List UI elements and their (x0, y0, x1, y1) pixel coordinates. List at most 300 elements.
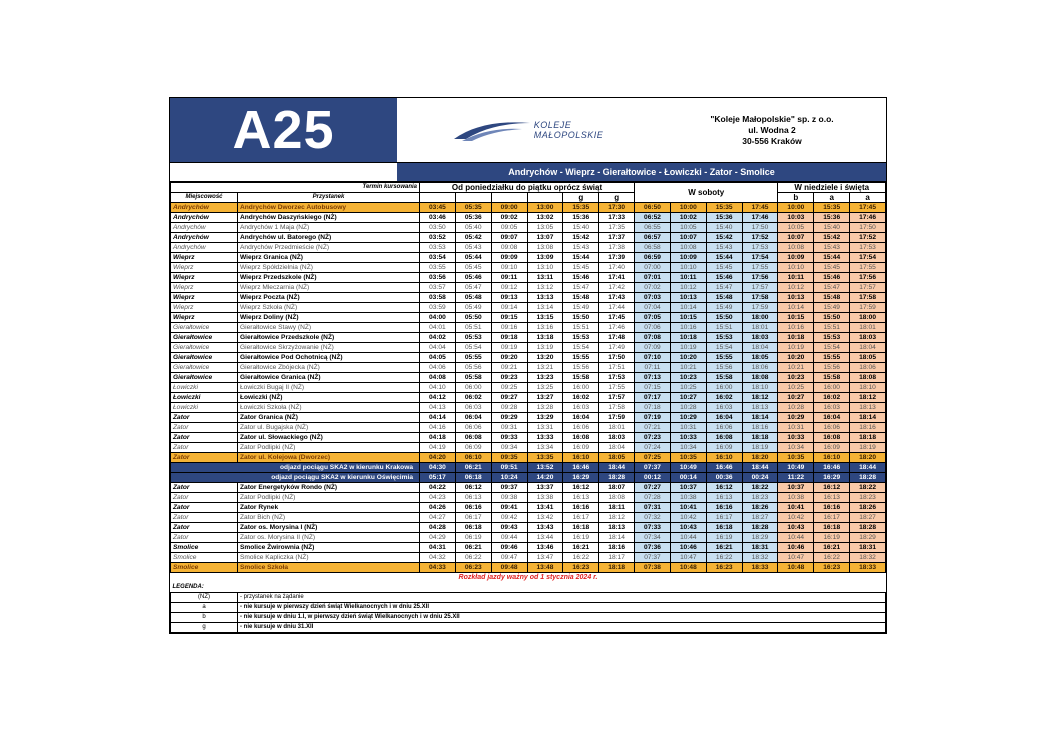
time-cell: 15:58 (814, 373, 850, 383)
town-cell: Wieprz (171, 283, 238, 293)
time-cell: 10:07 (778, 233, 814, 243)
time-cell: 18:08 (599, 493, 635, 503)
time-cell: 10:18 (670, 333, 706, 343)
time-cell: 10:09 (670, 253, 706, 263)
time-cell: 18:17 (599, 553, 635, 563)
time-cell: 13:28 (527, 403, 563, 413)
time-cell: 13:05 (527, 223, 563, 233)
stop-cell: Smolice Kapliczka (NŻ) (238, 553, 420, 563)
time-cell: 04:26 (420, 503, 456, 513)
time-cell: 04:31 (420, 543, 456, 553)
time-cell: 05:54 (455, 343, 491, 353)
time-cell: 05:40 (455, 223, 491, 233)
time-cell: 17:59 (742, 303, 778, 313)
stop-cell: Zator ul. Bugajska (NŻ) (238, 423, 420, 433)
time-cell: 10:07 (670, 233, 706, 243)
time-cell: 18:14 (742, 413, 778, 423)
time-cell: 18:19 (742, 443, 778, 453)
time-cell: 13:43 (527, 523, 563, 533)
time-cell: 16:06 (814, 423, 850, 433)
stop-cell: Smolice Szkoła (238, 563, 420, 573)
time-cell: 07:24 (635, 443, 671, 453)
time-cell: 17:57 (599, 393, 635, 403)
town-cell: Zator (171, 483, 238, 493)
time-cell: 10:14 (670, 303, 706, 313)
time-cell: 09:19 (491, 343, 527, 353)
time-cell: 10:12 (778, 283, 814, 293)
time-cell: 06:10 (455, 453, 491, 463)
time-cell: 04:19 (420, 443, 456, 453)
time-cell: 16:23 (706, 563, 742, 573)
time-cell: 10:49 (778, 463, 814, 473)
town-cell: Andrychów (171, 233, 238, 243)
table-row (171, 563, 886, 573)
time-cell: 09:37 (491, 483, 527, 493)
time-cell: 18:28 (850, 523, 886, 533)
time-cell: 03:53 (420, 243, 456, 253)
time-cell: 18:04 (850, 343, 886, 353)
time-cell: 07:10 (635, 353, 671, 363)
time-cell: 04:04 (420, 343, 456, 353)
time-cell: 16:23 (563, 563, 599, 573)
time-cell: 16:13 (706, 493, 742, 503)
time-cell: 18:22 (742, 483, 778, 493)
time-cell: 10:14 (778, 303, 814, 313)
time-cell: 18:33 (850, 563, 886, 573)
stop-cell: Zator os. Morysina II (NŻ) (238, 533, 420, 543)
time-cell: 03:45 (420, 203, 456, 213)
time-cell: 10:37 (778, 483, 814, 493)
time-cell: 17:52 (742, 233, 778, 243)
town-cell: Zator (171, 493, 238, 503)
town-cell: Łowiczki (171, 393, 238, 403)
town-cell: Zator (171, 533, 238, 543)
timetable-sheet (169, 97, 887, 634)
time-cell: 07:38 (635, 563, 671, 573)
time-cell: 18:18 (599, 563, 635, 573)
time-cell: 05:55 (455, 353, 491, 363)
time-cell: 09:42 (491, 513, 527, 523)
time-cell: 15:35 (563, 203, 599, 213)
time-cell: 16:19 (706, 533, 742, 543)
time-cell: 15:35 (814, 203, 850, 213)
time-cell: 06:12 (455, 483, 491, 493)
time-cell: 07:36 (635, 543, 671, 553)
time-cell: 16:23 (814, 563, 850, 573)
time-cell: 06:19 (455, 533, 491, 543)
stop-cell: Zator Bich (NŻ) (238, 513, 420, 523)
time-cell: 17:35 (599, 223, 635, 233)
time-cell: 10:13 (670, 293, 706, 303)
time-cell: 10:10 (670, 263, 706, 273)
time-cell: 15:44 (563, 253, 599, 263)
time-cell: 18:32 (850, 553, 886, 563)
time-cell: 18:10 (850, 383, 886, 393)
table-row (171, 373, 886, 383)
transfer-label: odjazd pociągu SKA2 w kierunku Krakowa (171, 463, 420, 473)
time-cell: 18:00 (850, 313, 886, 323)
time-cell: 07:02 (635, 283, 671, 293)
time-cell: 06:13 (455, 493, 491, 503)
time-cell: 13:12 (527, 283, 563, 293)
time-cell: 10:34 (778, 443, 814, 453)
time-cell: 09:09 (491, 253, 527, 263)
stop-cell: Zator Energetyków Rondo (NŻ) (238, 483, 420, 493)
time-cell: 04:08 (420, 373, 456, 383)
time-cell: 10:46 (778, 543, 814, 553)
time-cell: 18:18 (850, 433, 886, 443)
table-row (171, 223, 886, 233)
time-cell: 07:34 (635, 533, 671, 543)
time-cell: 15:48 (814, 293, 850, 303)
time-cell: 16:19 (814, 533, 850, 543)
time-cell: 17:55 (742, 263, 778, 273)
time-cell: 13:16 (527, 323, 563, 333)
stop-cell: Zator Podlipki (NŻ) (238, 493, 420, 503)
time-cell: 10:24 (491, 473, 527, 483)
company-city: 30-556 Kraków (742, 135, 802, 146)
town-cell: Andrychów (171, 243, 238, 253)
legend-title: LEGENDA: (172, 584, 204, 590)
time-cell: 13:09 (527, 253, 563, 263)
time-cell: 18:26 (742, 503, 778, 513)
time-cell: 15:36 (706, 213, 742, 223)
time-cell: 09:15 (491, 313, 527, 323)
time-cell: 09:35 (491, 453, 527, 463)
time-cell: 16:06 (706, 423, 742, 433)
time-cell: 07:33 (635, 523, 671, 533)
time-cell: 10:09 (778, 253, 814, 263)
time-cell: 10:00 (778, 203, 814, 213)
time-cell: 10:25 (670, 383, 706, 393)
time-cell: 13:00 (527, 203, 563, 213)
town-cell: Zator (171, 513, 238, 523)
legend-key: a (171, 603, 238, 613)
time-cell: 18:44 (742, 463, 778, 473)
stop-cell: Łowiczki (NŻ) (238, 393, 420, 403)
time-cell: 16:08 (563, 433, 599, 443)
time-cell: 06:50 (635, 203, 671, 213)
stop-cell: Andrychów Daszyńskiego (NŻ) (238, 213, 420, 223)
town-cell: Gierałtowice (171, 333, 238, 343)
table-row (171, 303, 886, 313)
time-cell: 05:42 (455, 233, 491, 243)
time-cell: 10:41 (670, 503, 706, 513)
company-address (658, 98, 886, 162)
time-cell: 17:53 (850, 243, 886, 253)
stop-cell: Zator ul. Kolejowa (Dworzec) (238, 453, 420, 463)
time-cell: 10:23 (778, 373, 814, 383)
time-cell: 16:19 (563, 533, 599, 543)
time-cell: 15:43 (814, 243, 850, 253)
time-cell: 10:46 (670, 543, 706, 553)
time-cell: 09:23 (491, 373, 527, 383)
time-cell: 07:00 (635, 263, 671, 273)
time-cell: 17:45 (850, 203, 886, 213)
legend-key: b (171, 613, 238, 623)
time-cell: 18:13 (742, 403, 778, 413)
time-cell: 10:00 (670, 203, 706, 213)
time-cell: 03:54 (420, 253, 456, 263)
time-cell: 15:44 (814, 253, 850, 263)
time-cell: 06:04 (455, 413, 491, 423)
table-row (171, 313, 886, 323)
time-cell: 13:13 (527, 293, 563, 303)
time-cell: 17:48 (599, 333, 635, 343)
time-cell: 06:16 (455, 503, 491, 513)
time-cell: 09:18 (491, 333, 527, 343)
time-cell: 04:00 (420, 313, 456, 323)
time-cell: 18:12 (599, 513, 635, 523)
stop-cell: Gierałtowice Zbójecka (NŻ) (238, 363, 420, 373)
time-cell: 15:40 (814, 223, 850, 233)
time-cell: 07:19 (635, 413, 671, 423)
time-cell: 09:00 (491, 203, 527, 213)
time-cell: 10:11 (670, 273, 706, 283)
time-cell: 06:18 (455, 473, 491, 483)
time-cell: 15:49 (814, 303, 850, 313)
time-cell: 15:54 (706, 343, 742, 353)
time-cell: 16:04 (814, 413, 850, 423)
table-row (171, 293, 886, 303)
time-cell: 17:42 (599, 283, 635, 293)
time-cell: 09:05 (491, 223, 527, 233)
town-cell: Gierałtowice (171, 363, 238, 373)
time-cell: 10:16 (670, 323, 706, 333)
table-row (171, 353, 886, 363)
table-row (171, 333, 886, 343)
time-cell: 05:50 (455, 313, 491, 323)
stop-cell: Andrychów Przedmieście (NŻ) (238, 243, 420, 253)
time-cell: 15:36 (563, 213, 599, 223)
time-cell: 09:48 (491, 563, 527, 573)
time-cell: 10:12 (670, 283, 706, 293)
time-cell: 18:20 (850, 453, 886, 463)
time-cell: 13:44 (527, 533, 563, 543)
time-cell: 10:44 (778, 533, 814, 543)
time-cell: 16:02 (706, 393, 742, 403)
time-cell: 04:06 (420, 363, 456, 373)
legend-text: - nie kursuje w pierwszy dzień świąt Wielkanocnych i w dniu 25.XII (238, 603, 886, 613)
time-cell: 16:10 (563, 453, 599, 463)
time-cell: 16:10 (814, 453, 850, 463)
company-street: ul. Wodna 2 (748, 124, 796, 135)
time-cell: 17:40 (599, 263, 635, 273)
time-cell: 15:36 (814, 213, 850, 223)
time-cell: 10:31 (670, 423, 706, 433)
time-cell: 18:01 (599, 423, 635, 433)
time-cell: 03:56 (420, 273, 456, 283)
table-row (171, 513, 886, 523)
time-cell: 16:12 (563, 483, 599, 493)
time-cell: 17:57 (742, 283, 778, 293)
table-row (171, 523, 886, 533)
time-cell: 16:46 (563, 463, 599, 473)
time-cell: 09:02 (491, 213, 527, 223)
time-cell: 09:27 (491, 393, 527, 403)
town-cell: Łowiczki (171, 383, 238, 393)
time-cell: 17:53 (742, 243, 778, 253)
time-cell: 07:05 (635, 313, 671, 323)
time-cell: 16:04 (706, 413, 742, 423)
time-cell: 07:04 (635, 303, 671, 313)
time-cell: 03:59 (420, 303, 456, 313)
time-cell: 09:51 (491, 463, 527, 473)
town-cell: Zator (171, 433, 238, 443)
mark-b: b (778, 193, 814, 203)
table-row (171, 213, 886, 223)
time-cell: 18:28 (742, 523, 778, 533)
time-cell: 16:46 (706, 463, 742, 473)
stop-cell: Łowiczki Bugaj II (NŻ) (238, 383, 420, 393)
time-cell: 10:05 (670, 223, 706, 233)
time-cell: 13:31 (527, 423, 563, 433)
time-cell: 07:03 (635, 293, 671, 303)
time-cell: 06:59 (635, 253, 671, 263)
table-row (171, 273, 886, 283)
table-row (171, 343, 886, 353)
time-cell: 10:42 (778, 513, 814, 523)
time-cell: 15:55 (563, 353, 599, 363)
time-cell: 16:46 (814, 463, 850, 473)
col-stop-header: Przystanek (238, 193, 420, 203)
table-row (171, 323, 886, 333)
time-cell: 10:29 (778, 413, 814, 423)
stop-cell: Wieprz Granica (NŻ) (238, 253, 420, 263)
time-cell: 05:48 (455, 293, 491, 303)
time-cell: 13:37 (527, 483, 563, 493)
time-cell: 04:23 (420, 493, 456, 503)
time-cell: 10:47 (670, 553, 706, 563)
time-cell: 18:05 (850, 353, 886, 363)
transfer-label: odjazd pociągu SKA2 w kierunku Oświęcimia (171, 473, 420, 483)
time-cell: 06:55 (635, 223, 671, 233)
time-cell: 15:58 (563, 373, 599, 383)
table-row (171, 443, 886, 453)
time-cell: 07:09 (635, 343, 671, 353)
time-cell: 17:51 (599, 363, 635, 373)
time-cell: 18:19 (850, 443, 886, 453)
time-cell: 13:14 (527, 303, 563, 313)
col-town-header: Miejscowość (171, 193, 238, 203)
time-cell: 17:38 (599, 243, 635, 253)
time-cell: 06:57 (635, 233, 671, 243)
time-cell: 18:14 (599, 533, 635, 543)
time-cell: 15:45 (706, 263, 742, 273)
time-cell: 06:03 (455, 403, 491, 413)
time-cell: 04:22 (420, 483, 456, 493)
table-row (171, 433, 886, 443)
time-cell: 04:33 (420, 563, 456, 573)
time-cell: 17:37 (599, 233, 635, 243)
time-cell: 05:45 (455, 263, 491, 273)
time-cell: 10:29 (670, 413, 706, 423)
time-cell: 09:28 (491, 403, 527, 413)
time-cell: 16:00 (563, 383, 599, 393)
stop-cell: Łowiczki Szkoła (NŻ) (238, 403, 420, 413)
time-cell: 17:58 (850, 293, 886, 303)
time-cell: 10:28 (778, 403, 814, 413)
time-cell: 18:07 (599, 483, 635, 493)
time-cell: 17:55 (599, 383, 635, 393)
time-cell: 18:12 (742, 393, 778, 403)
table-row (171, 543, 886, 553)
time-cell: 10:21 (670, 363, 706, 373)
table-row (171, 473, 886, 483)
legend-table (170, 583, 886, 633)
operator-logo (397, 98, 658, 162)
time-cell: 13:25 (527, 383, 563, 393)
time-cell: 05:46 (455, 273, 491, 283)
time-cell: 05:58 (455, 373, 491, 383)
time-cell: 10:19 (778, 343, 814, 353)
time-cell: 10:08 (778, 243, 814, 253)
table-row (171, 403, 886, 413)
stop-cell: Gierałtowice Granica (NŻ) (238, 373, 420, 383)
time-cell: 09:25 (491, 383, 527, 393)
company-name: "Koleje Małopolskie" sp. z o.o. (710, 113, 834, 124)
time-cell: 15:56 (706, 363, 742, 373)
time-cell: 10:38 (670, 493, 706, 503)
stop-cell: Andrychów Dworzec Autobusowy (238, 203, 420, 213)
time-cell: 18:03 (850, 333, 886, 343)
time-cell: 10:33 (670, 433, 706, 443)
time-cell: 16:12 (814, 483, 850, 493)
time-cell: 17:49 (599, 343, 635, 353)
time-cell: 10:28 (670, 403, 706, 413)
time-cell: 15:50 (814, 313, 850, 323)
time-cell: 09:41 (491, 503, 527, 513)
time-cell: 06:58 (635, 243, 671, 253)
time-cell: 15:50 (706, 313, 742, 323)
time-cell: 13:27 (527, 393, 563, 403)
timetable-header (170, 98, 886, 163)
weekday-heading: Od poniedziałku do piątku oprócz świąt (420, 183, 635, 193)
time-cell: 09:21 (491, 363, 527, 373)
time-cell: 16:09 (563, 443, 599, 453)
time-cell: 04:18 (420, 433, 456, 443)
time-cell: 10:42 (670, 513, 706, 523)
time-cell: 18:29 (850, 533, 886, 543)
time-cell: 04:20 (420, 453, 456, 463)
time-cell: 06:00 (455, 383, 491, 393)
time-cell: 07:31 (635, 503, 671, 513)
time-cell: 17:58 (599, 403, 635, 413)
town-cell: Andrychów (171, 213, 238, 223)
time-cell: 03:46 (420, 213, 456, 223)
route-bar (170, 163, 886, 182)
town-cell: Zator (171, 453, 238, 463)
time-cell: 07:08 (635, 333, 671, 343)
time-cell: 13:47 (527, 553, 563, 563)
time-cell: 10:16 (778, 323, 814, 333)
time-cell: 16:21 (706, 543, 742, 553)
time-cell: 09:38 (491, 493, 527, 503)
table-row (171, 463, 886, 473)
time-cell: 10:25 (778, 383, 814, 393)
time-cell: 15:40 (563, 223, 599, 233)
time-cell: 13:23 (527, 373, 563, 383)
time-cell: 03:52 (420, 233, 456, 243)
stop-cell: Zator Granica (NŻ) (238, 413, 420, 423)
time-cell: 07:15 (635, 383, 671, 393)
time-cell: 18:27 (742, 513, 778, 523)
time-cell: 15:58 (706, 373, 742, 383)
time-cell: 09:33 (491, 433, 527, 443)
time-cell: 06:22 (455, 553, 491, 563)
time-cell: 18:31 (742, 543, 778, 553)
town-cell: Wieprz (171, 263, 238, 273)
